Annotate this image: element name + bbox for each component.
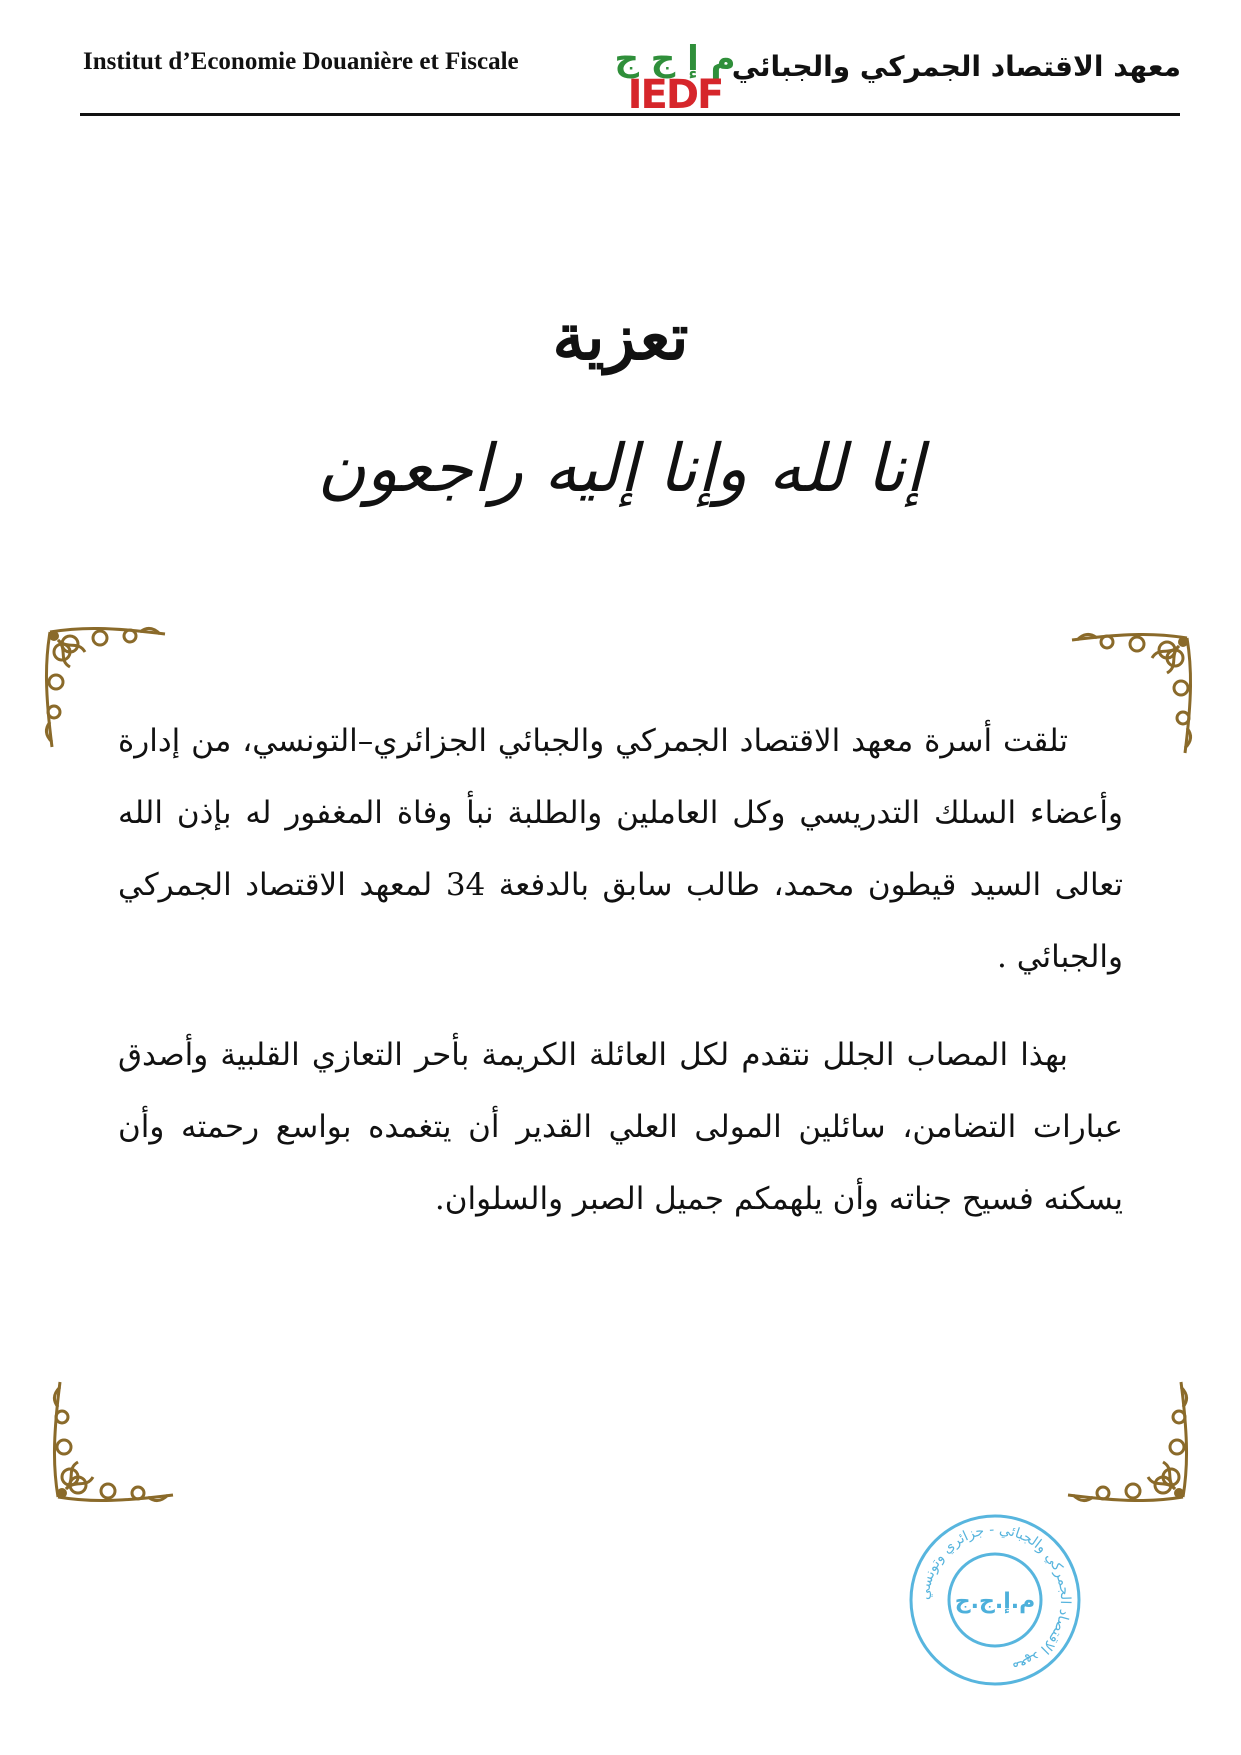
page-title: تعزية bbox=[552, 300, 689, 375]
header-institute-ar: معهد الاقتصاد الجمركي والجبائي bbox=[731, 50, 1181, 83]
corner-ornament-bottom-right bbox=[1058, 1372, 1193, 1507]
institute-logo bbox=[614, 34, 736, 118]
logo-arabic-mark: م إ ج ج bbox=[614, 39, 736, 79]
institute-stamp bbox=[905, 1510, 1085, 1690]
stamp-center-text: م.إ.ج.ج bbox=[954, 1589, 1036, 1614]
paragraph-1: تلقت أسرة معهد الاقتصاد الجمركي والجبائي الجزائري–التونسي، من إدارة وأعضاء السلك التدريسي وكل العاملين والطلبة نبأ وفاة المغفور له بإذن الله تعالى السيد قيطون محمد، طالب سابق بالدفعة 34 لمعهد الاقتصاد الجمركي والجبائي . bbox=[118, 723, 1123, 975]
header-rule bbox=[80, 113, 1180, 116]
logo-latin-mark: IEDF bbox=[627, 72, 723, 118]
paragraph-2: بهذا المصاب الجلل نتقدم لكل العائلة الكريمة بأحر التعازي القلبية وأصدق عبارات التضامن، سائلين المولى العلي القدير أن يتغمده بواسع رحمته وأن يسكنه فسيح جناته وأن يلهمكم جميل الصبر والسلوان. bbox=[118, 1037, 1123, 1217]
stamp-ring-text: معهد الاقتصاد الجمركي والجبائي - جزائري وتونسي bbox=[916, 1521, 1074, 1676]
corner-ornament-bottom-left bbox=[48, 1372, 183, 1507]
condolence-body bbox=[118, 705, 1123, 1261]
quran-verse: إنا لله وإنا إليه راجعون bbox=[317, 430, 924, 507]
header-institute-fr: Institut d’Economie Douanière et Fiscale bbox=[83, 48, 519, 75]
